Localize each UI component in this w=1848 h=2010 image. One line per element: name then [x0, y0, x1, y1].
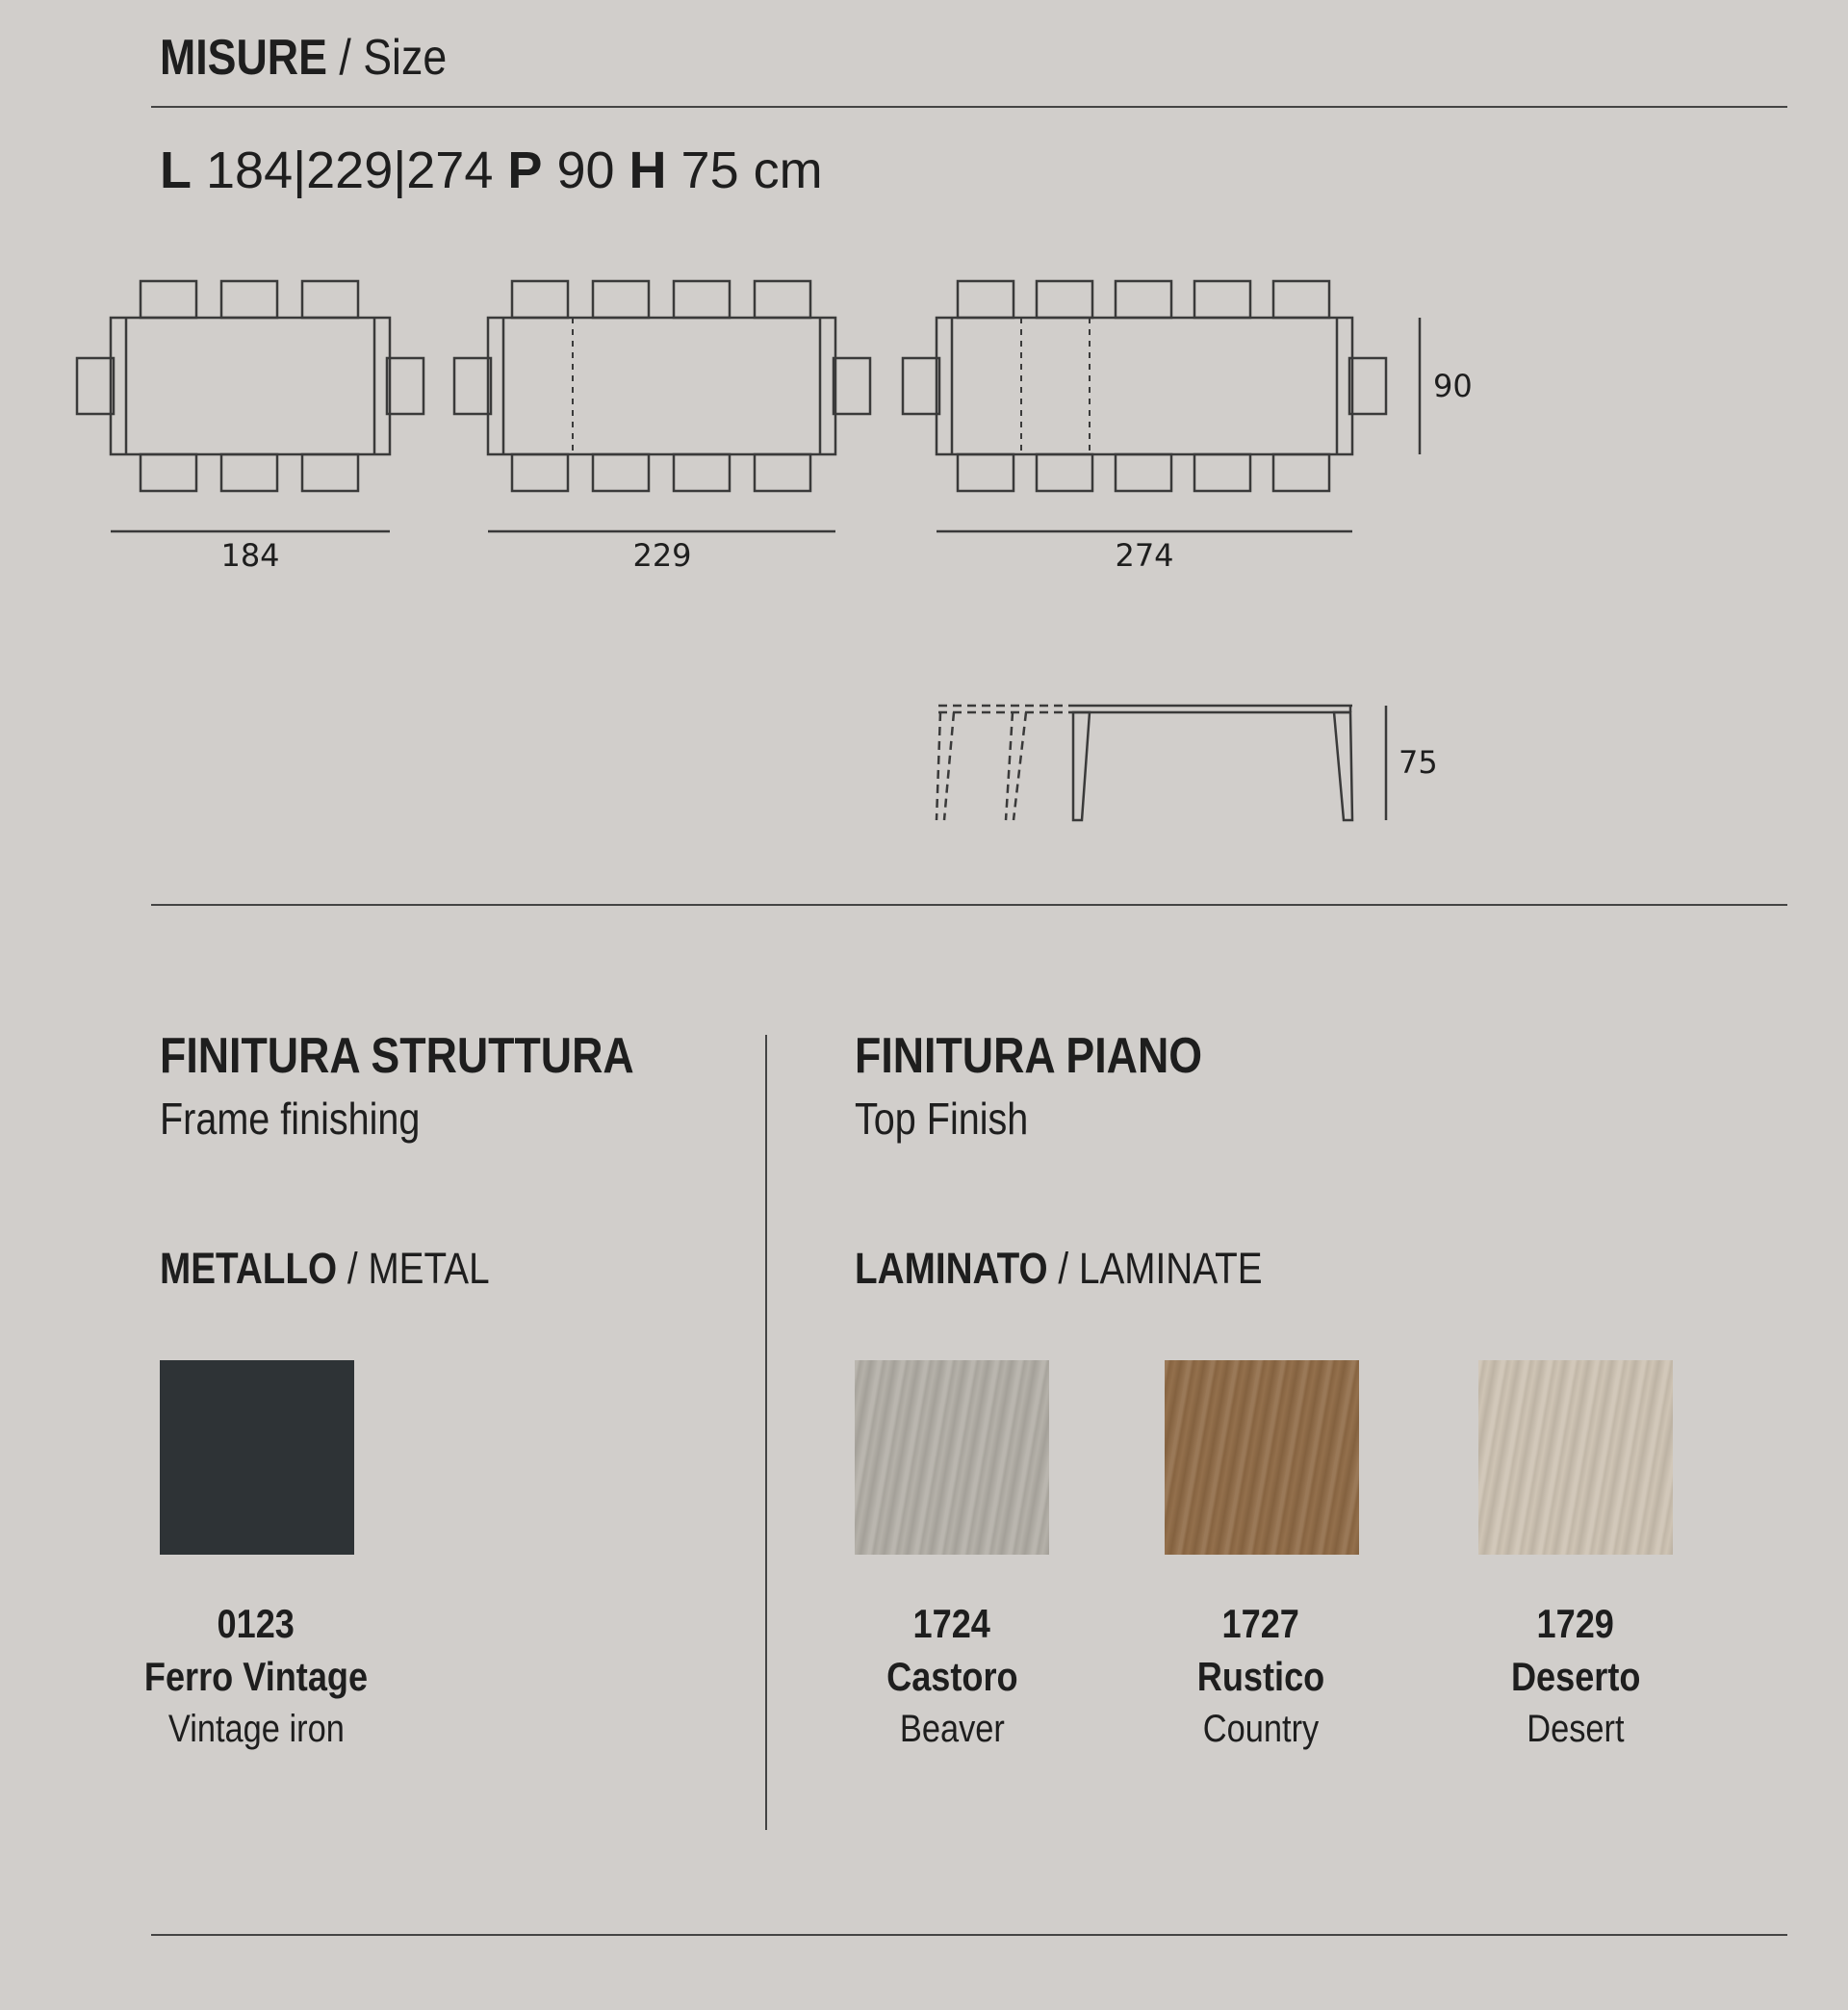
- dim-l-label: L: [160, 142, 192, 199]
- size-title-en: Size: [363, 30, 448, 86]
- dim-p-label: P: [507, 142, 543, 199]
- top-material: [855, 1242, 1329, 1296]
- swatch-deserto[interactable]: [1478, 1360, 1673, 1555]
- finish-label-1727: [1107, 1598, 1415, 1754]
- table-plan-274: [903, 281, 1386, 491]
- finish-code: 1727: [1221, 1601, 1300, 1646]
- swatch-ferro-vintage[interactable]: [160, 1360, 354, 1555]
- finish-code: 1729: [1536, 1601, 1615, 1646]
- size-title-it: MISURE: [160, 30, 327, 86]
- finish-label-1729: [1422, 1598, 1730, 1754]
- frame-material-separator: /: [346, 1244, 358, 1293]
- dim-p-value: 90: [556, 142, 615, 199]
- finish-label-0123: [102, 1598, 410, 1754]
- height-label: 75: [1399, 744, 1438, 781]
- plan-label-274: 274: [1115, 537, 1174, 574]
- dim-h-label: H: [629, 142, 667, 199]
- depth-label: 90: [1433, 368, 1473, 404]
- swatch-castoro[interactable]: [855, 1360, 1049, 1555]
- table-plan-229: [454, 281, 870, 491]
- top-title-en: Top Finish: [855, 1094, 1029, 1144]
- top-title: [855, 1026, 1259, 1086]
- frame-material-en: METAL: [368, 1244, 490, 1293]
- table-side-elevation: [937, 706, 1386, 820]
- size-separator: /: [339, 30, 351, 86]
- divider-middle: [151, 904, 1787, 906]
- finish-name-en: Vintage iron: [167, 1708, 345, 1750]
- section-divider-vertical: [765, 1035, 767, 1830]
- table-plan-184: [77, 281, 424, 491]
- finish-name-en: Beaver: [899, 1708, 1005, 1750]
- frame-material-it: METALLO: [160, 1244, 338, 1293]
- top-material-en: LAMINATE: [1078, 1244, 1263, 1293]
- frame-title: [160, 1026, 711, 1086]
- top-material-it: LAMINATO: [855, 1244, 1048, 1293]
- top-subtitle: [855, 1092, 1057, 1146]
- dim-h-value: 75 cm: [680, 142, 823, 199]
- top-title-it: FINITURA PIANO: [855, 1028, 1203, 1084]
- finish-name-en: Desert: [1527, 1708, 1625, 1750]
- top-material-separator: /: [1058, 1244, 1069, 1293]
- finish-name: Castoro: [886, 1654, 1018, 1699]
- plan-label-184: 184: [220, 537, 280, 574]
- dim-l-value: 184|229|274: [206, 142, 494, 199]
- table-plan-drawings: [0, 0, 1848, 866]
- frame-material: [160, 1242, 543, 1296]
- frame-subtitle: [160, 1092, 462, 1146]
- frame-title-it: FINITURA STRUTTURA: [160, 1028, 634, 1084]
- finish-label-1724: [798, 1598, 1106, 1754]
- frame-title-en: Frame finishing: [160, 1094, 421, 1144]
- finish-name: Ferro Vintage: [143, 1654, 369, 1699]
- finish-name-en: Country: [1202, 1708, 1320, 1750]
- finish-code: 0123: [217, 1601, 295, 1646]
- plan-label-229: 229: [632, 537, 692, 574]
- finish-code: 1724: [912, 1601, 991, 1646]
- divider-bottom: [151, 1934, 1787, 1936]
- finish-name: Rustico: [1196, 1654, 1325, 1699]
- swatch-rustico[interactable]: [1165, 1360, 1359, 1555]
- finish-name: Deserto: [1510, 1654, 1641, 1699]
